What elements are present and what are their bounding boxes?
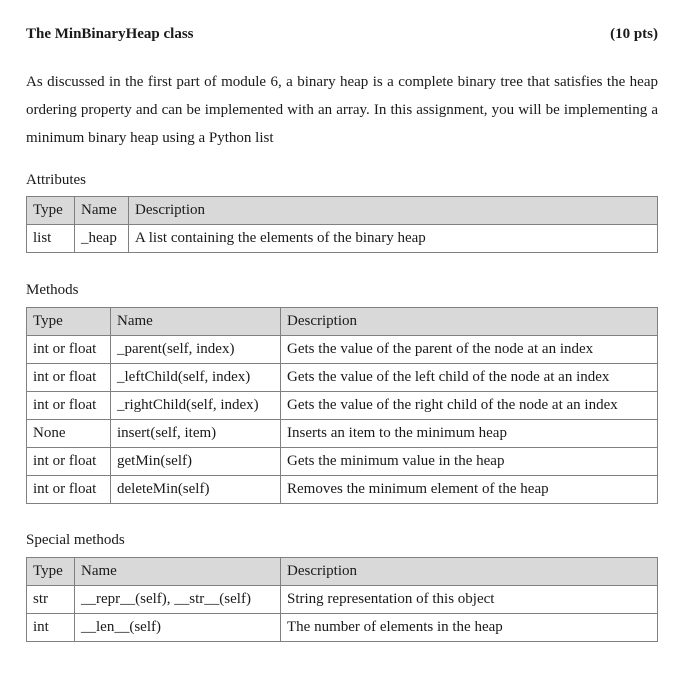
type-cell: str <box>27 586 75 614</box>
header-cell: Name <box>111 308 281 336</box>
name-cell: getMin(self) <box>111 448 281 476</box>
special-methods-table <box>26 557 658 642</box>
table-row <box>27 586 658 614</box>
section-header <box>26 26 658 50</box>
header-cell: Type <box>27 197 75 225</box>
class-title: The MinBinaryHeap class <box>26 26 194 42</box>
header-cell: Description <box>129 197 658 225</box>
name-cell: _parent(self, index) <box>111 336 281 364</box>
description-cell: String representation of this object <box>281 586 658 614</box>
table-row <box>27 392 658 420</box>
description-cell: Gets the minimum value in the heap <box>281 448 658 476</box>
name-cell: deleteMin(self) <box>111 476 281 504</box>
name-cell: __repr__(self), __str__(self) <box>75 586 281 614</box>
description-cell: Gets the value of the right child of the node at an index <box>281 392 658 420</box>
type-cell: int <box>27 614 75 642</box>
table-header-row <box>27 558 658 586</box>
table-row <box>27 225 658 253</box>
name-cell: insert(self, item) <box>111 420 281 448</box>
table-header-row <box>27 308 658 336</box>
methods-table <box>26 307 658 504</box>
header-cell: Type <box>27 558 75 586</box>
type-cell: list <box>27 225 75 253</box>
type-cell: int or float <box>27 336 111 364</box>
name-cell: _rightChild(self, index) <box>111 392 281 420</box>
methods-title: Methods <box>26 282 79 298</box>
intro-paragraph: As discussed in the first part of module 6, a binary heap is a complete binary tree that satisfies the heap ordering property and can be implemented with an array. In this assignment, you will be implementing a minimum binary heap using a Python list <box>26 74 658 146</box>
type-cell: None <box>27 420 111 448</box>
description-cell: Removes the minimum element of the heap <box>281 476 658 504</box>
type-cell: int or float <box>27 476 111 504</box>
table-row <box>27 448 658 476</box>
table-row <box>27 476 658 504</box>
type-cell: int or float <box>27 364 111 392</box>
attributes-title: Attributes <box>26 172 86 188</box>
table-row <box>27 336 658 364</box>
name-cell: __len__(self) <box>75 614 281 642</box>
name-cell: _heap <box>75 225 129 253</box>
type-cell: int or float <box>27 448 111 476</box>
points-label: (10 pts) <box>610 26 658 42</box>
document-page <box>26 26 658 642</box>
table-row <box>27 420 658 448</box>
header-cell: Description <box>281 308 658 336</box>
description-cell: Inserts an item to the minimum heap <box>281 420 658 448</box>
description-cell: Gets the value of the left child of the node at an index <box>281 364 658 392</box>
description-cell: A list containing the elements of the binary heap <box>129 225 658 253</box>
special-methods-title: Special methods <box>26 532 125 548</box>
header-cell: Name <box>75 558 281 586</box>
table-header-row <box>27 197 658 225</box>
header-cell: Description <box>281 558 658 586</box>
header-cell: Type <box>27 308 111 336</box>
description-cell: The number of elements in the heap <box>281 614 658 642</box>
table-row <box>27 614 658 642</box>
table-row <box>27 364 658 392</box>
header-cell: Name <box>75 197 129 225</box>
name-cell: _leftChild(self, index) <box>111 364 281 392</box>
description-cell: Gets the value of the parent of the node at an index <box>281 336 658 364</box>
attributes-table <box>26 196 658 253</box>
type-cell: int or float <box>27 392 111 420</box>
